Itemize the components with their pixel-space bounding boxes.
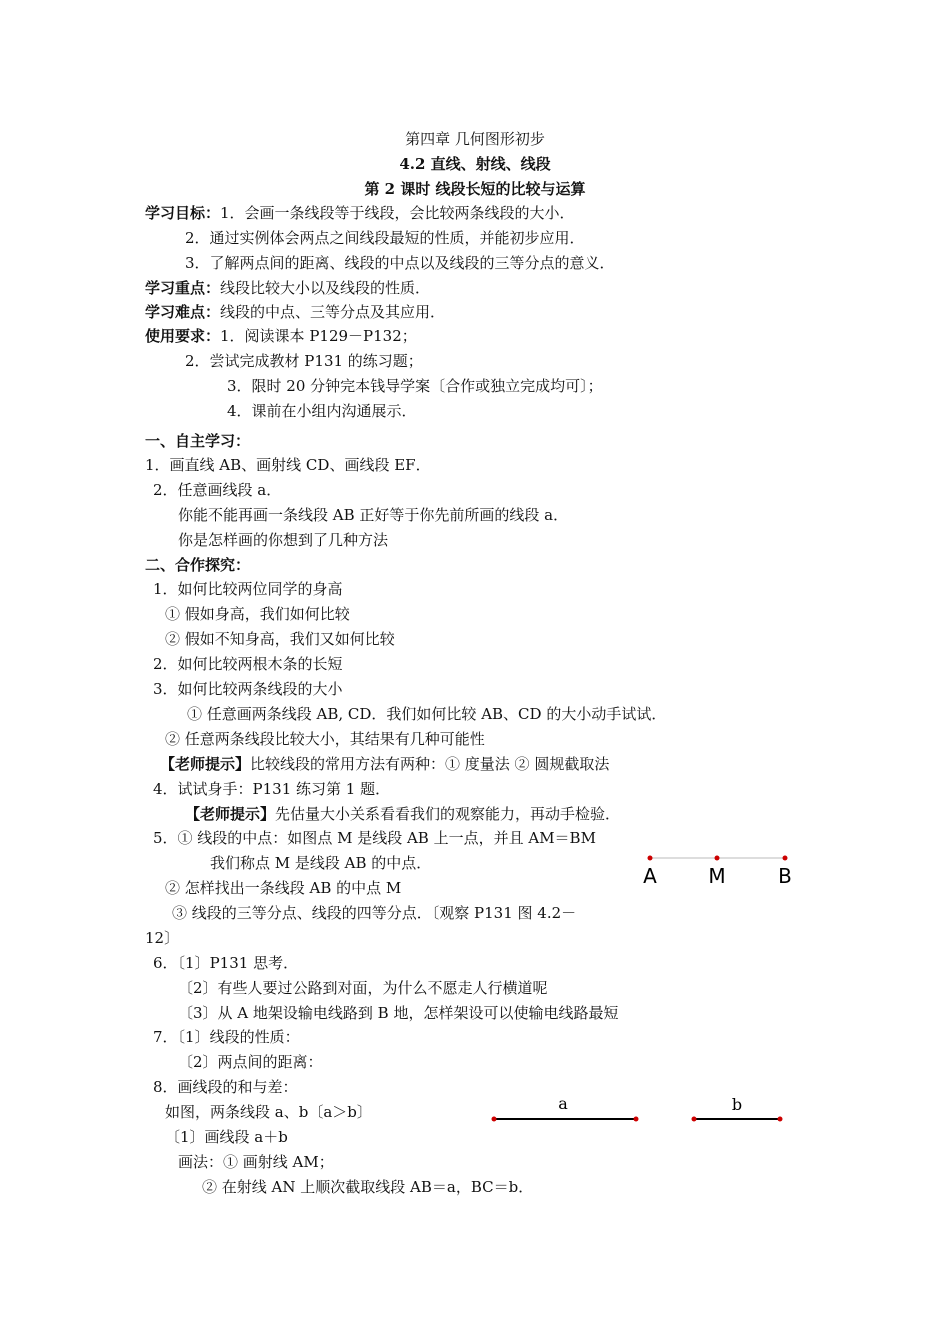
segment-b-start [692, 1117, 697, 1122]
section2-line: 7．〔1〕线段的性质： [153, 1028, 300, 1046]
section-title: 4.2 直线、射线、线段 [399, 155, 551, 173]
requirements-label: 使用要求： [145, 327, 221, 345]
section2-line: 画法：① 画射线 AM； [178, 1153, 334, 1171]
segment-a-start [492, 1117, 497, 1122]
requirement-item: 3．限时 20 分钟完本钱导学案〔合作或独立完成均可〕； [227, 377, 603, 395]
key-point-row [145, 278, 430, 298]
key-point-text: 线段比较大小以及线段的性质． [220, 279, 431, 297]
section2-line: 〔2〕两点间的距离： [178, 1053, 323, 1071]
section2-line: 3．如何比较两条线段的大小 [153, 680, 343, 698]
section2-line: ② 假如不知身高，我们又如何比较 [165, 630, 395, 648]
label-m: M [708, 864, 726, 888]
chapter-title: 第四章 几何图形初步 [405, 130, 545, 148]
segments-ab-figure [485, 1092, 795, 1132]
difficulty-label: 学习难点： [145, 303, 221, 321]
label-seg-b: b [731, 1095, 743, 1114]
section1-title: 一、自主学习： [145, 432, 251, 450]
label-a: A [643, 864, 657, 888]
section2-line: 比较线段的常用方法有两种：① 度量法 ② 圆规截取法 [250, 755, 610, 773]
point-b [783, 856, 788, 861]
requirements-row-1 [145, 326, 417, 346]
section2-line: 6．〔1〕P131 思考． [153, 954, 299, 972]
section2-title: 二、合作探究： [145, 556, 251, 574]
section2-line: ② 在射线 AN 上顺次截取线段 AB＝a，BC＝b． [202, 1178, 534, 1196]
difficulty-text: 线段的中点、三等分点及其应用． [220, 303, 446, 321]
teacher-hint-label: 【老师提示】 [160, 755, 251, 773]
segment-b-end [778, 1117, 783, 1122]
point-a [648, 856, 653, 861]
requirement-item: 2．尝试完成教材 P131 的练习题； [185, 352, 423, 370]
objectives-label: 学习目标： [145, 204, 221, 222]
section2-line: 如图，两条线段 a、b〔a＞b〕 [165, 1103, 372, 1121]
section2-line: ① 任意画两条线段 AB, CD．我们如何比较 AB、CD 的大小动手试试． [187, 705, 667, 723]
midpoint-figure [630, 845, 810, 895]
label-b: B [778, 864, 792, 888]
section2-line: 〔3〕从 A 地架设输电线路到 B 地，怎样架设可以使输电线路最短 [178, 1004, 619, 1022]
section2-line: 我们称点 M 是线段 AB 的中点． [210, 854, 432, 872]
section2-line: 〔1〕画线段 a＋b [165, 1128, 288, 1146]
section1-line: 2．任意画线段 a． [153, 481, 282, 499]
section2-line: ① 假如身高，我们如何比较 [165, 605, 350, 623]
objective-item: 3．了解两点间的距离、线段的中点以及线段的三等分点的意义． [185, 254, 615, 272]
section2-line: ② 怎样找出一条线段 AB 的中点 M [165, 879, 402, 897]
section2-line: 12〕 [145, 929, 180, 947]
difficulty-row [145, 302, 445, 322]
requirement-item: 1．阅读课本 P129－P132； [220, 327, 417, 345]
section2-line: 5．① 线段的中点：如图点 M 是线段 AB 上一点，并且 AM＝BM [153, 829, 596, 847]
requirement-item: 4．课前在小组内沟通展示． [227, 402, 417, 420]
section2-line: 先估量大小关系看看我们的观察能力，再动手检验． [275, 805, 621, 823]
section1-line: 1．画直线 AB、画射线 CD、画线段 EF． [145, 456, 431, 474]
teacher-hint-label: 【老师提示】 [185, 805, 276, 823]
section1-line: 你是怎样画的你想到了几种方法 [178, 531, 389, 549]
objective-item: 1．会画一条线段等于线段，会比较两条线段的大小． [220, 204, 575, 222]
segment-a-end [634, 1117, 639, 1122]
section2-line: 1．如何比较两位同学的身高 [153, 580, 343, 598]
teacher-hint-row [185, 804, 620, 824]
section2-line: 4．试试身手：P131 练习第 1 题． [153, 780, 391, 798]
point-m [715, 856, 720, 861]
teacher-hint-row [160, 754, 609, 774]
section2-line: 〔2〕有些人要过公路到对面，为什么不愿走人行横道呢 [178, 979, 548, 997]
section2-line: ③ 线段的三等分点、线段的四等分点．〔观察 P131 图 4.2－ [172, 904, 577, 922]
section2-line: 2．如何比较两根木条的长短 [153, 655, 343, 673]
label-seg-a: a [558, 1094, 568, 1113]
section2-line: ② 任意两条线段比较大小，其结果有几种可能性 [165, 730, 485, 748]
objective-item: 2．通过实例体会两点之间线段最短的性质，并能初步应用． [185, 229, 585, 247]
objectives-row-1 [145, 203, 575, 223]
section1-line: 你能不能再画一条线段 AB 正好等于你先前所画的线段 a． [178, 506, 569, 524]
key-point-label: 学习重点： [145, 279, 221, 297]
lesson-title: 第 2 课时 线段长短的比较与运算 [364, 180, 586, 198]
section2-line: 8．画线段的和与差： [153, 1078, 298, 1096]
